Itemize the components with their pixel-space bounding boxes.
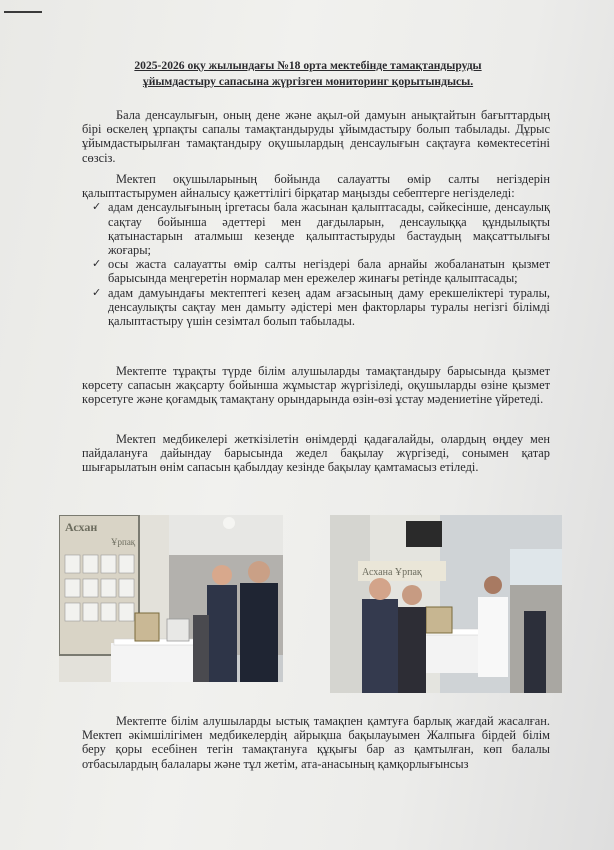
bullet-text: осы жаста салауатты өмір салты негіздері бала арнайы жобаланатын қызмет барысында меңгеретін нормалар мен ережелер жинағы ретінде қалыптасады; bbox=[108, 257, 550, 286]
document-title bbox=[70, 58, 546, 90]
canteen-photo-icon bbox=[330, 515, 562, 693]
paragraph-1-block bbox=[82, 108, 550, 165]
canteen-photo-right bbox=[330, 515, 562, 693]
bullet-item bbox=[82, 200, 550, 257]
title-line-1: 2025-2026 оқу жылындағы №18 орта мектебінде тамақтандыруды bbox=[134, 59, 482, 72]
checkmark-icon: ✓ bbox=[92, 286, 102, 299]
top-edge-mark bbox=[4, 11, 42, 13]
bullet-item bbox=[82, 286, 550, 329]
photo2-sign-text: Асхана Ұрпақ bbox=[362, 567, 422, 578]
paragraph-3: Мектепте тұрақты түрде білім алушыларды тамақтандыру барысында қызмет көрсету сапасын жақсарту бойынша жұмыстар жүргізіледі, оқушыларды өзіне қызмет көрсетуге және қоғамдық тамақтану орындарында өзін-өзі ұстау мәдениетіне үйретеді. bbox=[82, 364, 550, 407]
photo1-sign-text: Асхан bbox=[65, 520, 98, 534]
paragraph-5-block bbox=[82, 714, 550, 771]
paragraph-2: Мектеп оқушыларының бойында салауатты өмір салты негіздерін қалыптастырумен айналысу қажеттілігі бірқатар маңызды себептерге негізделеді: bbox=[82, 172, 550, 201]
bullet-text: адам дамуындағы мектептегі кезең адам ағзасының даму ерекшеліктері туралы, денсаулықты сақтау мен дамыту әдістері мен факторлары туралы негізгі білімді қалыптастыру үшін сезімтал болып табылады. bbox=[108, 285, 550, 329]
paragraph-4: Мектеп медбикелері жеткізілетін өнімдерді қадағалайды, олардың өңдеу мен пайдалануға дайындау барысында жедел бақылау жүргізеді, сонымен қатар шығарылатын өнім сапасын қабылдау кезінде бақылау қамтамасыз етіледі. bbox=[82, 432, 550, 475]
title-line-2: ұйымдастыру сапасына жүргізген мониторинг қорытындысы. bbox=[142, 75, 474, 88]
canteen-photo-left bbox=[59, 515, 283, 682]
paragraph-2-block bbox=[82, 172, 550, 328]
bullet-text: адам денсаулығының іргетасы бала жасынан қалыптасады, сәйкесінше, денсаулық сақтау бойынша әдеттері мен дағдыларын, денсаулыққа құндылықты қатынастарын аталмыш кезеңде қалыптастыруды бастаудың мақсаттылығы жоғары; bbox=[108, 200, 550, 258]
canteen-photo-icon bbox=[59, 515, 283, 682]
checkmark-icon: ✓ bbox=[92, 258, 102, 271]
paragraph-5: Мектепте білім алушыларды ыстық тамақпен қамтуға барлық жағдай жасалған. Мектеп әкімшілігімен медбикелердің айрықша бақылауымен Жалпыға бірдей білім беру қоры есебінен тегін тамақтануға құқығы бар аз қамтылған, көп балалы отбасылардың балалары және тұл жетім, ата-анасының қамқорлығынсыз bbox=[82, 714, 550, 771]
paragraph-3-block bbox=[82, 364, 550, 407]
bullet-list bbox=[82, 200, 550, 328]
checkmark-icon: ✓ bbox=[92, 201, 102, 214]
paragraph-1: Бала денсаулығын, оның дене және ақыл-ой дамуын анықтайтын бағыттардың бірі өскелең ұрпақты сапалы тамақтандыруды ұйымдастыру болып табылады. Дұрыс ұйымдастырылған тамақтандыру оқушылардың денсаулығын сақтауға көмектесетіні сөзсіз. bbox=[82, 108, 550, 165]
bullet-item bbox=[82, 257, 550, 285]
paragraph-4-block bbox=[82, 432, 550, 475]
photo1-sign-text-2: Ұрпақ bbox=[111, 537, 136, 547]
